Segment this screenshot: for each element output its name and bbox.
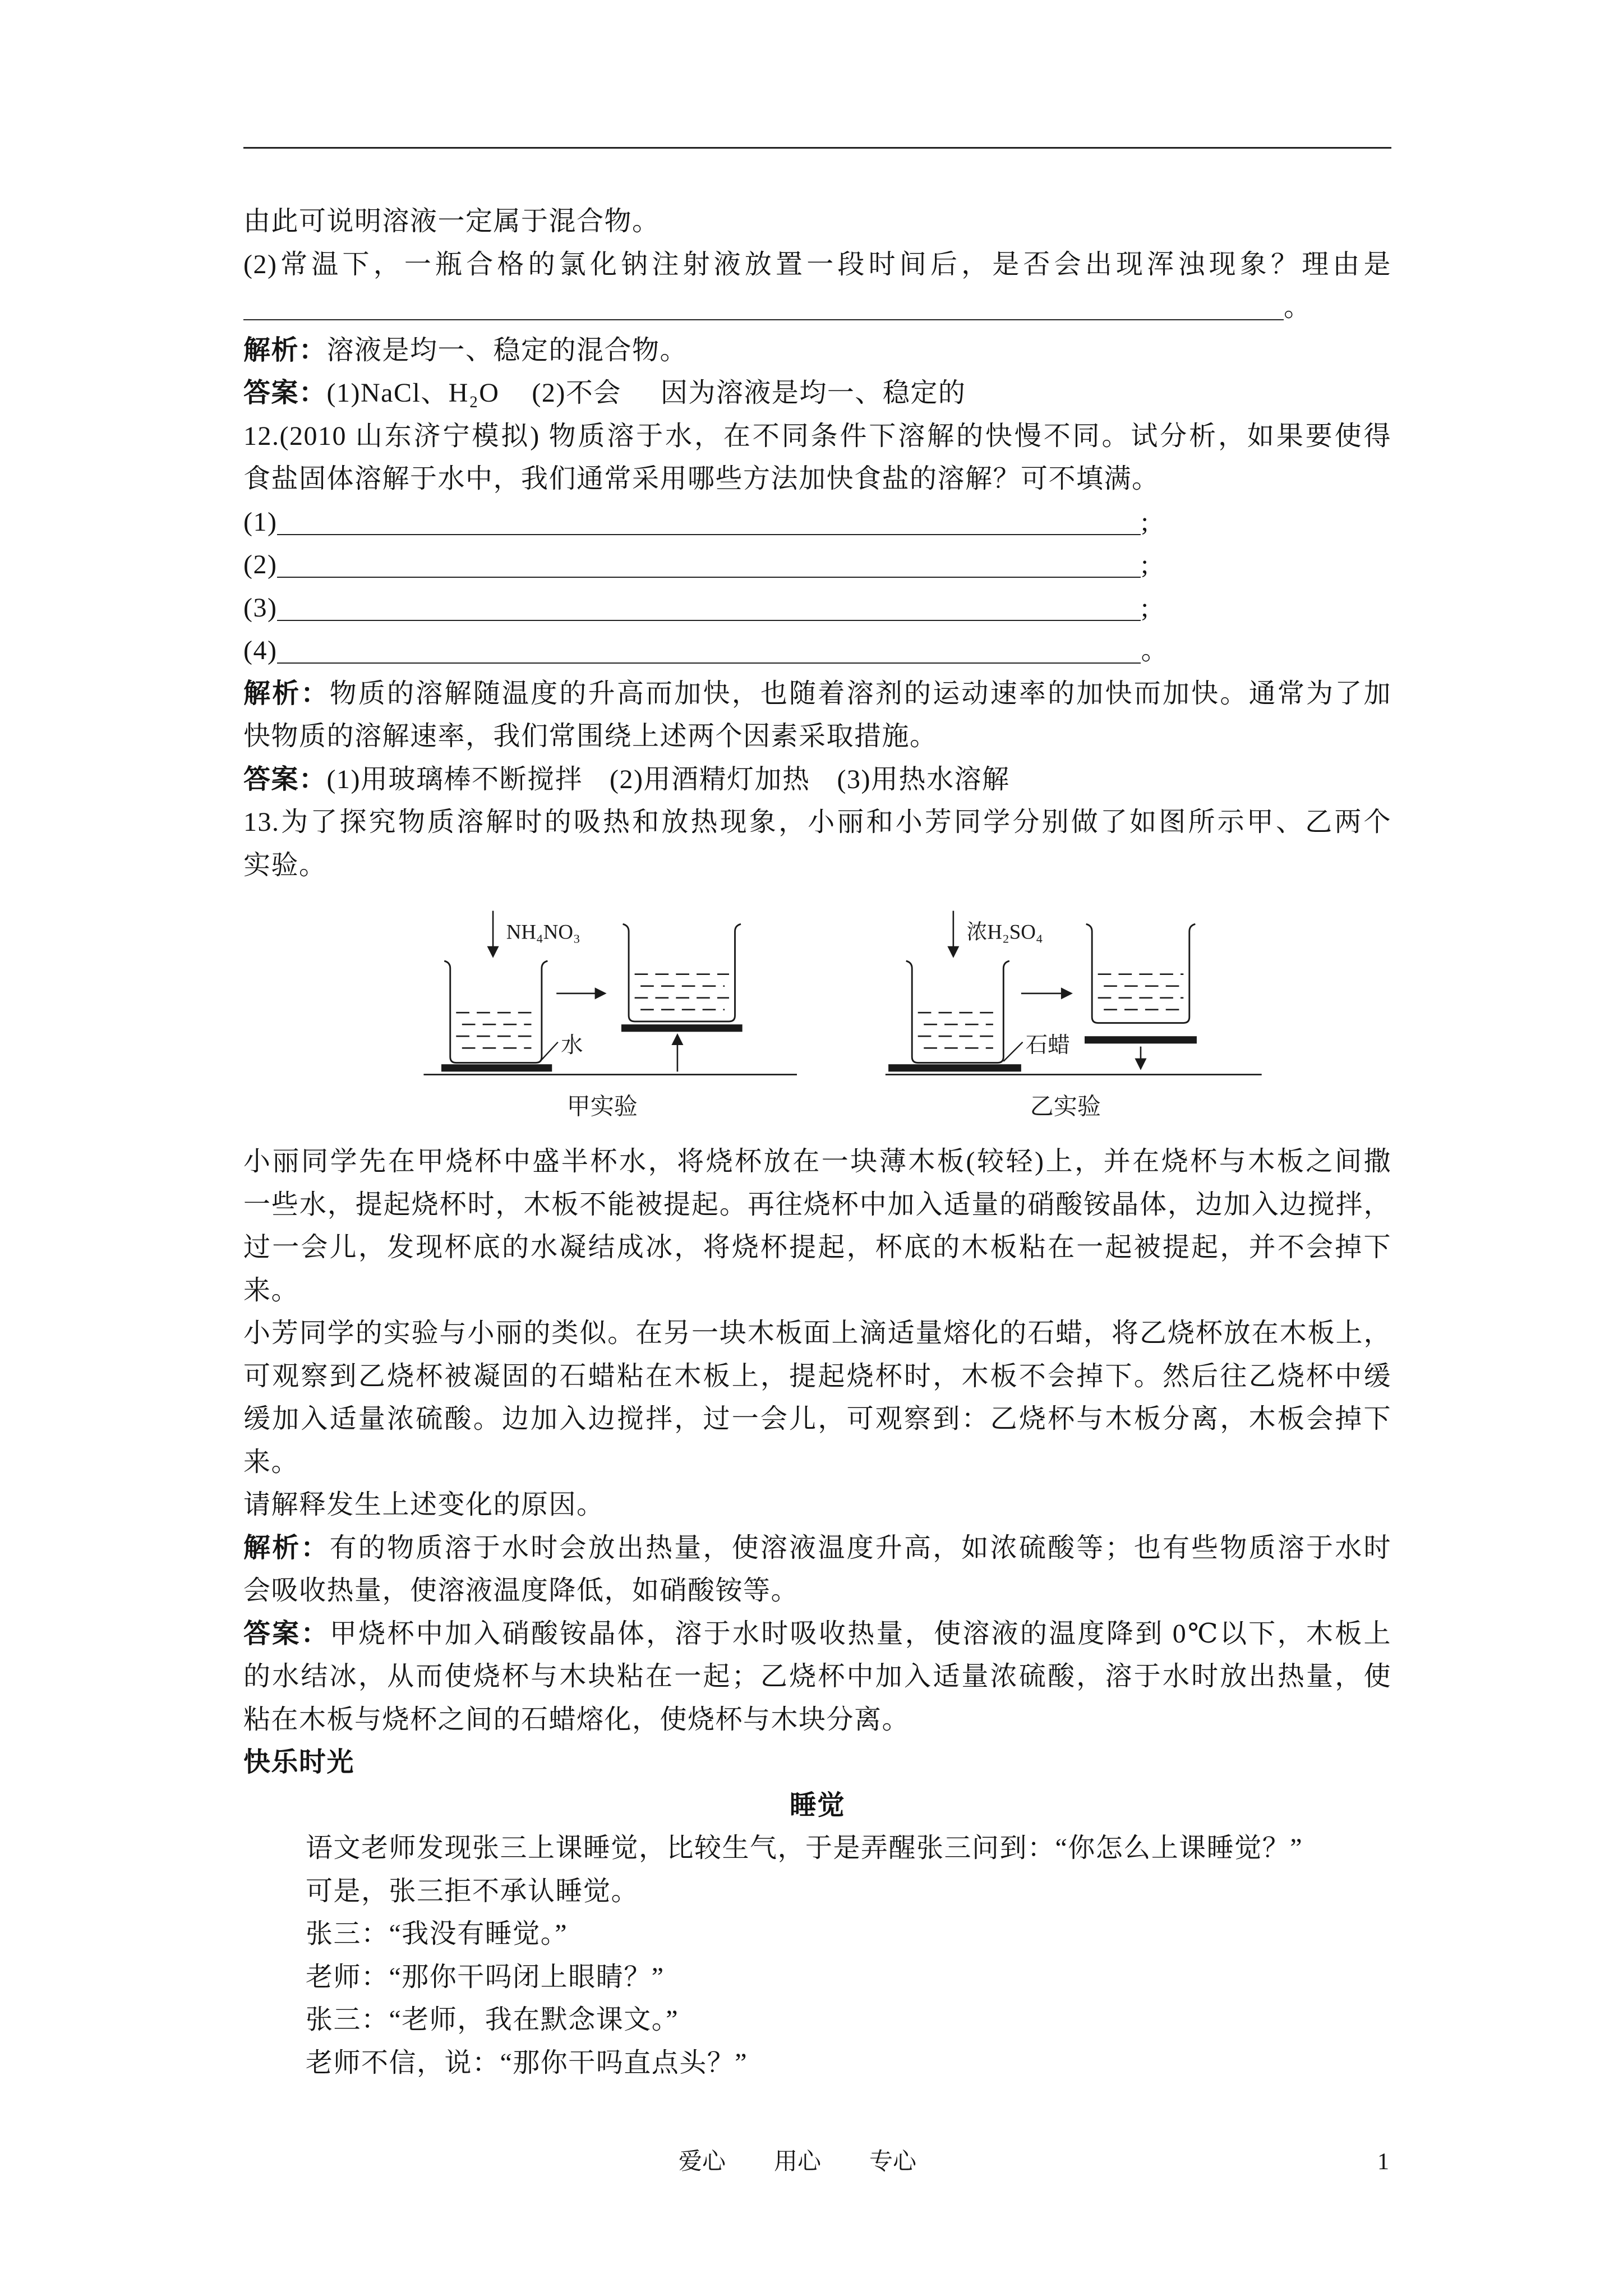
liquid-b-after [1098,974,1184,1010]
q13-analysis-text-1: 有的物质溶于水时会放出热量，使溶液温度升高，如浓硫酸等；也有些物质溶于水时 [329,1533,1391,1563]
q12-analysis-line-2 [243,715,1391,758]
story-text: 可是，张三拒不承认睡觉。 [306,1876,639,1906]
answer-blank [277,577,1141,578]
story-title [243,1784,1391,1828]
leader-line-b [1003,1042,1022,1061]
caption-a: 甲实验 [566,1093,638,1120]
q12-answer-2: (2)用酒精灯加热 [610,764,810,794]
story-text: 张三：“我没有睡觉。” [306,1919,568,1949]
q13-xiaofang-text: 小芳同学的实验与小丽的类似。在另一块木板面上滴适量熔化的石蜡，将乙烧杯放在木板上， [243,1318,1391,1348]
q11-answer-reason: 因为溶液是均一、稳定的 [660,378,966,408]
header-rule [243,147,1391,149]
q13-answer-text-2: 的水结冰，从而使烧杯与木块粘在一起；乙烧杯中加入适量浓硫酸，溶于水时放出热量，使 [243,1662,1391,1691]
q13-xiaofang-line-2 [243,1355,1391,1398]
q13-analysis-text-2: 会吸收热量，使溶液温度降低，如硝酸铵等。 [243,1576,799,1605]
q12-blank-line-1 [243,501,1391,544]
blank-end-punct: 。 [1284,292,1312,322]
q13-xiaoli-line-3 [243,1226,1391,1269]
story-line-3 [243,1913,1391,1956]
reagent-label-a: NH₄NO₃ [506,920,580,944]
reagent-arrowhead-b [947,946,959,958]
q11-part2-question-line [243,243,1391,287]
q11-answer-part2: (2)不会 [532,378,621,408]
q13-xiaofang-line-1 [243,1312,1391,1355]
q11-conclusion: 由此可说明溶液一定属于混合物。 [243,206,660,236]
beaker-a-after [623,924,741,1022]
story-title-text: 睡觉 [789,1790,845,1820]
fun-time-heading-text: 快乐时光 [243,1747,355,1777]
q13-xiaoli-text: 小丽同学先在甲烧杯中盛半杯水，将烧杯放在一块薄木板(较轻)上，并在烧杯与木板之间撒 [243,1147,1391,1176]
experiment-b [886,911,1262,1120]
analysis-label: 解析： [243,1533,330,1563]
q13-answer-line-3 [243,1699,1391,1742]
q13-prompt: 请解释发生上述变化的原因。 [243,1490,605,1520]
q12-analysis-line-1 [243,673,1391,716]
board-b-before [888,1064,1021,1071]
q13-analysis-line-2 [243,1570,1391,1613]
answer-label: 答案： [243,1618,330,1649]
blank-end-punct: 。 [1141,636,1169,665]
story-line-5 [243,1999,1391,2042]
footer-motto [679,2145,916,2179]
reagent-label-b: 浓H₂SO₄ [966,920,1043,944]
story-text: 老师：“那你干吗闭上眼睛？” [306,1962,665,1992]
blank-number: (1) [243,507,278,537]
q13-xiaofang-text: 可观察到乙烧杯被凝固的石蜡粘在木板上，提起烧杯时，木板不会掉下。然后往乙烧杯中缓 [243,1361,1391,1391]
footer-motto-word: 爱心 [679,2149,726,2175]
q11-answer-line [243,372,1391,415]
q13-question-text-1: 13.为了探究物质溶解时的吸热和放热现象，小丽和小芳同学分别做了如图所示甲、乙两个 [243,807,1391,837]
q13-xiaoli-text: 来。 [243,1275,299,1305]
q13-xiaoli-line-1 [243,1140,1391,1184]
text-block-upper [243,200,1391,887]
story-text: 语文老师发现张三上课睡觉，比较生气，于是弄醒张三问到：“你怎么上课睡觉？” [306,1833,1303,1863]
q12-answer-3: (3)用热水溶解 [837,764,1010,794]
q11-part2-question: (2)常温下，一瓶合格的氯化钠注射液放置一段时间后，是否会出现浑浊现象？理由是 [243,249,1391,279]
q11-part2-blank-line [243,286,1391,329]
fall-arrowhead-b [1135,1059,1146,1070]
board-a-before [441,1064,552,1071]
q11-analysis-line [243,329,1391,372]
water-label: 水 [561,1033,583,1058]
footer-motto-word: 用心 [774,2149,822,2175]
page-number: 1 [1377,2149,1389,2175]
story-line-4 [243,1956,1391,1999]
liquid-a-before [456,1013,536,1048]
q13-answer-line-2 [243,1655,1391,1699]
blank-end-punct: ; [1141,550,1150,579]
q11-answer-part1: (1)NaCl、H₂O [326,378,500,408]
blank-end-punct: ; [1141,592,1150,623]
q13-xiaoli-line-4 [243,1269,1391,1313]
story-line-6 [243,2042,1391,2085]
text-block-lower [243,1140,1391,2085]
lift-arrowhead-a [671,1033,683,1045]
experiment-a [423,911,797,1120]
q13-prompt-line [243,1484,1391,1527]
story-line-1 [243,1827,1391,1870]
q12-answer-1: (1)用玻璃棒不断搅拌 [326,764,583,794]
q12-question-text-2: 食盐固体溶解于水中，我们通常采用哪些方法加快食盐的溶解？可不填满。 [243,464,1160,494]
story-line-2 [243,1870,1391,1913]
answer-blank [277,620,1141,621]
footer-motto-word: 专心 [869,2149,917,2175]
q13-xiaofang-line-4 [243,1441,1391,1484]
q12-blank-line-3 [243,587,1391,630]
blank-number: (4) [243,636,278,665]
q13-answer-line-1 [243,1613,1391,1656]
leader-line-a [540,1042,558,1061]
q12-blank-line-4 [243,629,1391,673]
q12-answer-line [243,758,1391,802]
q12-analysis-text-1: 物质的溶解随温度的升高而加快，也随着溶剂的运动速率的加快而加快。通常为了加 [329,678,1391,708]
q11-analysis-text: 溶液是均一、稳定的混合物。 [326,335,688,365]
q13-question-line-2 [243,844,1391,887]
liquid-a-after [635,974,729,1010]
q13-question-text-2: 实验。 [243,850,327,880]
q13-xiaoli-text: 一些水，提起烧杯时，木板不能被提起。再往烧杯中加入适量的硝酸铵晶体，边加入边搅拌， [243,1189,1391,1220]
q13-question-line-1 [243,801,1391,844]
blank-number: (2) [243,550,278,579]
story-text: 张三：“老师，我在默念课文。” [306,2005,679,2035]
answer-label: 答案： [243,378,327,408]
q12-blank-line-2 [243,544,1391,587]
liquid-b-before [918,1013,998,1048]
q13-xiaofang-line-3 [243,1398,1391,1441]
q12-question-line-1 [243,415,1391,458]
process-arrowhead-b [1061,987,1073,999]
q12-analysis-text-2: 快物质的溶解速率，我们常围绕上述两个因素采取措施。 [243,721,938,751]
answer-label: 答案： [243,764,327,794]
process-arrowhead-a [595,987,607,999]
q13-answer-text-3: 粘在木板与烧杯之间的石蜡熔化，使烧杯与木块分离。 [243,1704,910,1734]
reagent-arrowhead-a [487,946,499,958]
analysis-label: 解析： [243,678,330,708]
analysis-label: 解析： [243,335,327,365]
blank-end-punct: ; [1141,507,1150,537]
answer-blank [277,662,1141,664]
q13-xiaoli-text: 过一会儿，发现杯底的水凝结成冰，将烧杯提起，杯底的木板粘在一起被提起，并不会掉下 [243,1232,1391,1262]
q13-xiaoli-line-2 [243,1184,1391,1227]
q13-xiaofang-text: 缓加入适量浓硫酸。边加入边搅拌，过一会儿，可观察到：乙烧杯与木板分离，木板会掉下 [243,1404,1391,1434]
answer-blank [243,319,1284,320]
blank-number: (3) [243,592,278,623]
answer-blank [277,534,1141,535]
story-text: 老师不信，说：“那你干吗直点头？” [306,2047,748,2078]
q13-analysis-line-1 [243,1527,1391,1570]
fun-time-heading [243,1741,1391,1784]
q13-xiaofang-text: 来。 [243,1447,299,1477]
paraffin-label: 石蜡 [1025,1033,1070,1058]
q11-conclusion-line [243,200,1391,243]
q12-question-text-1: 12.(2010 山东济宁模拟) 物质溶于水，在不同条件下溶解的快慢不同。试分析，如果要使得 [243,421,1391,451]
q13-answer-text-1: 甲烧杯中加入硝酸铵晶体，溶于水时吸收热量，使溶液的温度降到 0℃以下，木板上 [329,1618,1391,1649]
q12-question-line-2 [243,458,1391,501]
caption-b: 乙实验 [1030,1093,1101,1120]
board-a-after [621,1024,743,1032]
board-b-after [1085,1036,1197,1043]
experiment-figure [413,893,1276,1129]
